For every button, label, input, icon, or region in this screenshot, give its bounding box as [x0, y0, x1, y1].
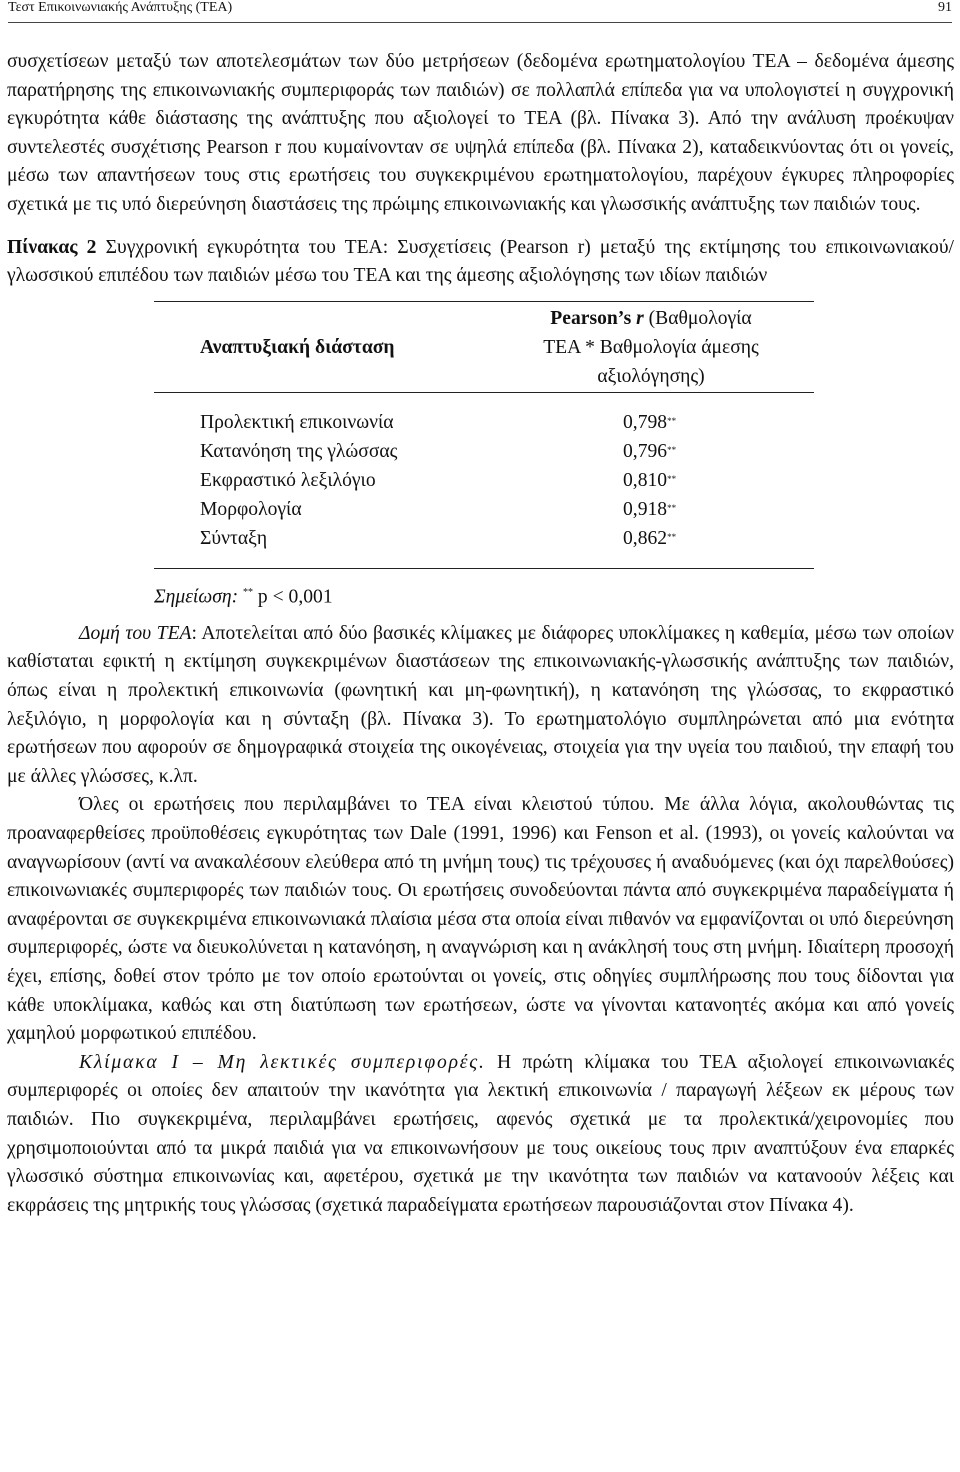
- significance-mark: **: [667, 473, 677, 484]
- table-row: [154, 496, 814, 525]
- running-title: Τεστ Επικοινωνιακής Ανάπτυξης (ΤΕΑ): [8, 0, 233, 15]
- paragraph-structure-text: : Αποτελείται από δύο βασικές κλίμακες με διάφορες υποκλίμακες η καθεμία, μέσω των οποίων καθίσταται εφικτή η εκτίμηση συγκεκριμένων διαστάσεων της επικοινωνιακής-γλωσσικής ανάπτυξης των παιδιών, όπως είναι η προλεκτική επικοινωνία (φωνητική και μη-φωνητική), η κατανόηση της γλώσσας, το εκφραστικό λεξιλόγιο, η μορφολογία και η σύνταξη (βλ. Πίνακα 3). Το ερωτηματολόγιο συμπληρώνεται από μια ενότητα ερωτήσεων που αφορούν σε δημογραφικά στοιχεία της οικογένειας, στοιχεία για την υγεία του παιδιού, την επαφή του με άλλες γλώσσες, κ.λπ.: [7, 622, 954, 787]
- table-row: [154, 525, 814, 554]
- significance-mark: **: [667, 444, 677, 455]
- row-dimension: Προλεκτική επικοινωνία: [200, 411, 394, 433]
- note-significance: **: [243, 586, 254, 598]
- paragraph-scale-one: [7, 1049, 954, 1221]
- table-header: [154, 302, 814, 392]
- table-row: [154, 409, 814, 438]
- paragraph-structure: [7, 620, 954, 792]
- paragraph-structure-lead: Δομή του ΤΕΑ: [79, 622, 192, 644]
- pearson-r: r: [636, 307, 644, 329]
- row-dimension: Εκφραστικό λεξιλόγιο: [200, 469, 376, 491]
- table-caption: [7, 234, 954, 291]
- table-body: [154, 393, 814, 568]
- table-row: [154, 438, 814, 467]
- significance-mark: **: [667, 415, 677, 426]
- validity-table: [154, 301, 814, 612]
- significance-mark: **: [667, 531, 677, 542]
- scale-one-text: Η πρώτη κλίμακα του ΤΕΑ αξιολογεί επικοινωνιακές συμπεριφορές οι οποίες δεν απαιτούν την ικανότητα για λεκτική επικοινωνία / παραγωγή λέξεων εκ μέρους των παιδιών. Πιο συγκεκριμένα, περιλαμβάνει ερωτήσεις, αφενός σχετικά με τα προλεκτικά/χειρονομίες που χρησιμοποιούνται από τα μικρά παιδιά για να επικοινωνήσουν με τους οικείους τους πριν αναπτύξουν ένα επαρκές γλωσσικό σύστημα επικοινωνίας και, αφετέρου, σχετικά με την ικανότητα των παιδιών να κατανοούν λέξεις και εκφράσεις της μητρικής τους γλώσσας (σχετικά παραδείγματα ερωτήσεων παρουσιάζονται στον Πίνακα 4).: [7, 1051, 955, 1216]
- row-value: 0,810**: [623, 469, 677, 491]
- pearson-header-line3: αξιολόγησης): [597, 365, 705, 387]
- column-header-dimension: Αναπτυξιακή διάσταση: [200, 336, 395, 358]
- page-number: 91: [938, 0, 952, 15]
- table-note: [154, 579, 814, 612]
- pearson-header-rest: (Βαθμολογία: [643, 307, 752, 329]
- table-caption-text: Συγχρονική εγκυρότητα του ΤΕΑ: Συσχετίσεις (Pearson r) μεταξύ της εκτίμησης του επικοινωνιακού/γλωσσικού επιπέδου των παιδιών μέσω του ΤΕΑ και της άμεσης αξιολόγησης των ιδίων παιδιών: [7, 236, 954, 287]
- paragraph-intro: συσχετίσεων μεταξύ των αποτελεσμάτων των δύο μετρήσεων (δεδομένα ερωτηματολογίου ΤΕΑ – δεδομένα άμεσης παρατήρησης της επικοινωνιακής συμπεριφοράς των παιδιών) σε πολλαπλά επίπεδα για να υπολογιστεί η συγχρονική εγκυρότητα κάθε διάστασης της ανάπτυξης που αξιολογεί το ΤΕΑ (βλ. Πίνακα 3). Από την ανάλυση προέκυψαν συντελεστές συσχέτισης Pearson r που κυμαίνονταν σε υψηλά επίπεδα (βλ. Πίνακα 2), καταδεικνύοντας ότι οι γονείς, μέσω των απαντήσεων τους στις ερωτήσεις του συγκεκριμένου ερωτηματολογίου, παρέχουν έγκυρες πληροφορίες σχετικά με τις υπό διερεύνηση διαστάσεις της πρώιμης επικοινωνιακής και γλωσσικής ανάπτυξης των παιδιών τους.: [7, 51, 954, 215]
- page-body: [7, 48, 954, 1220]
- row-dimension: Κατανόηση της γλώσσας: [200, 440, 398, 462]
- note-label: Σημείωση:: [154, 586, 244, 608]
- row-value: 0,796**: [623, 440, 677, 462]
- scale-one-heading: Κλίμακα Ι – Μη λεκτικές συμπεριφορές.: [79, 1051, 486, 1073]
- row-value: 0,918**: [623, 498, 677, 520]
- column-header-pearson: [486, 304, 816, 391]
- row-dimension: Μορφολογία: [200, 498, 302, 520]
- note-text: p < 0,001: [253, 586, 333, 608]
- pearson-label: Pearson’s: [550, 307, 637, 329]
- paragraph-questions: Όλες οι ερωτήσεις που περιλαμβάνει το ΤΕΑ είναι κλειστού τύπου. Με άλλα λόγια, ακολουθώντας τις προαναφερθείσες προϋποθέσεις εγκυρότητας των Dale (1991, 1996) και Fenson et al. (1993), οι γονείς καλούνται να αναγνωρίσουν (αντί να ανακαλέσουν ελεύθερα από τη μνήμη τους) τις τρέχουσες ή αναδυόμενες (και όχι παρελθούσες) επικοινωνιακές συμπεριφορές των παιδιών τους. Οι ερωτήσεις συνοδεύονται πάντα από συγκεκριμένα παραδείγματα ή αναφέρονται σε συγκεκριμένα επικοινωνιακά πλαίσια μέσα στα οποία είναι πιθανόν να εμφανίζονται οι υπό διερεύνηση συμπεριφορές, ώστε να διευκολύνεται η κατανόηση, η αναγνώριση και η ανάκλησή τους στη μνήμη. Ιδιαίτερη προσοχή έχει, επίσης, δοθεί στον τρόπο με τον οποίο ερωτούνται οι γονείς, στις οδηγίες συμπλήρωσης που τους δίδονται για κάθε υποκλίμακα, καθώς και στη διατύπωση των ερωτήσεων, ώστε να γίνονται κατανοητές ακόμα και από γονείς χαμηλού μορφωτικού επιπέδου.: [7, 794, 954, 1045]
- table-caption-label: Πίνακας 2: [7, 236, 97, 258]
- table-bottom-rule: [154, 568, 814, 569]
- significance-mark: **: [667, 502, 677, 513]
- pearson-header-line2: ΤΕΑ * Βαθμολογία άμεσης: [543, 336, 759, 358]
- row-value: 0,798**: [623, 411, 677, 433]
- table-row: [154, 467, 814, 496]
- running-header: [8, 0, 952, 23]
- row-value: 0,862**: [623, 527, 677, 549]
- row-dimension: Σύνταξη: [200, 527, 268, 549]
